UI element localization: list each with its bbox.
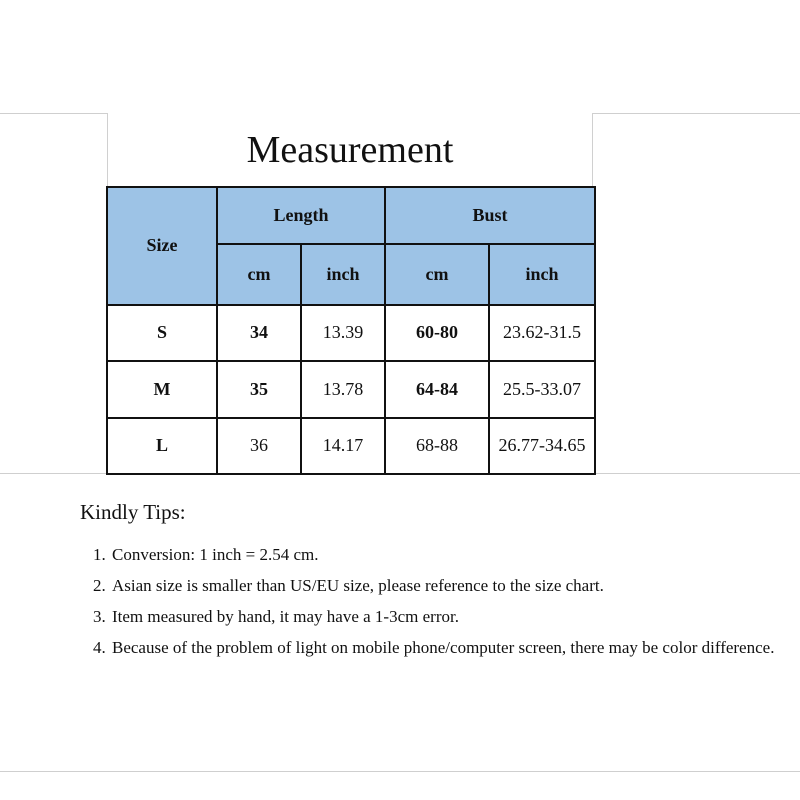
table-row xyxy=(107,418,595,474)
length-cm-cell: 36 xyxy=(217,418,301,474)
measurement-title: Measurement xyxy=(107,113,593,186)
bust-inch-cell: 23.62-31.5 xyxy=(489,305,595,361)
kindly-tips xyxy=(80,500,790,663)
length-group-header: Length xyxy=(217,187,385,244)
list-item: 2. Asian size is smaller than US/EU size, please reference to the size chart. xyxy=(110,570,790,601)
bust-cm-cell: 60-80 xyxy=(385,305,489,361)
bust-inch-cell: 25.5-33.07 xyxy=(489,361,595,417)
length-inch-cell: 13.78 xyxy=(301,361,385,417)
tips-heading: Kindly Tips: xyxy=(80,500,186,524)
size-cell: S xyxy=(107,305,217,361)
length-cm-cell: 34 xyxy=(217,305,301,361)
list-item: 1. Conversion: 1 inch = 2.54 cm. xyxy=(110,539,790,570)
list-item: 4. Because of the problem of light on mobile phone/computer screen, there may be color difference. xyxy=(110,632,790,663)
length-inch-cell: 13.39 xyxy=(301,305,385,361)
table-row xyxy=(107,361,595,417)
bust-inch-header: inch xyxy=(489,244,595,304)
length-cm-cell: 35 xyxy=(217,361,301,417)
list-item: 3. Item measured by hand, it may have a 1-3cm error. xyxy=(110,601,790,632)
size-column-header: Size xyxy=(107,187,217,305)
length-inch-cell: 14.17 xyxy=(301,418,385,474)
bust-cm-cell: 64-84 xyxy=(385,361,489,417)
length-inch-header: inch xyxy=(301,244,385,304)
table-header-row xyxy=(107,187,595,244)
bust-group-header: Bust xyxy=(385,187,595,244)
size-table xyxy=(106,186,596,475)
size-cell: M xyxy=(107,361,217,417)
bust-cm-header: cm xyxy=(385,244,489,304)
bust-inch-cell: 26.77-34.65 xyxy=(489,418,595,474)
bust-cm-cell: 68-88 xyxy=(385,418,489,474)
bottom-divider xyxy=(0,771,800,772)
table-row xyxy=(107,305,595,361)
length-cm-header: cm xyxy=(217,244,301,304)
tips-list xyxy=(80,539,790,663)
size-cell: L xyxy=(107,418,217,474)
